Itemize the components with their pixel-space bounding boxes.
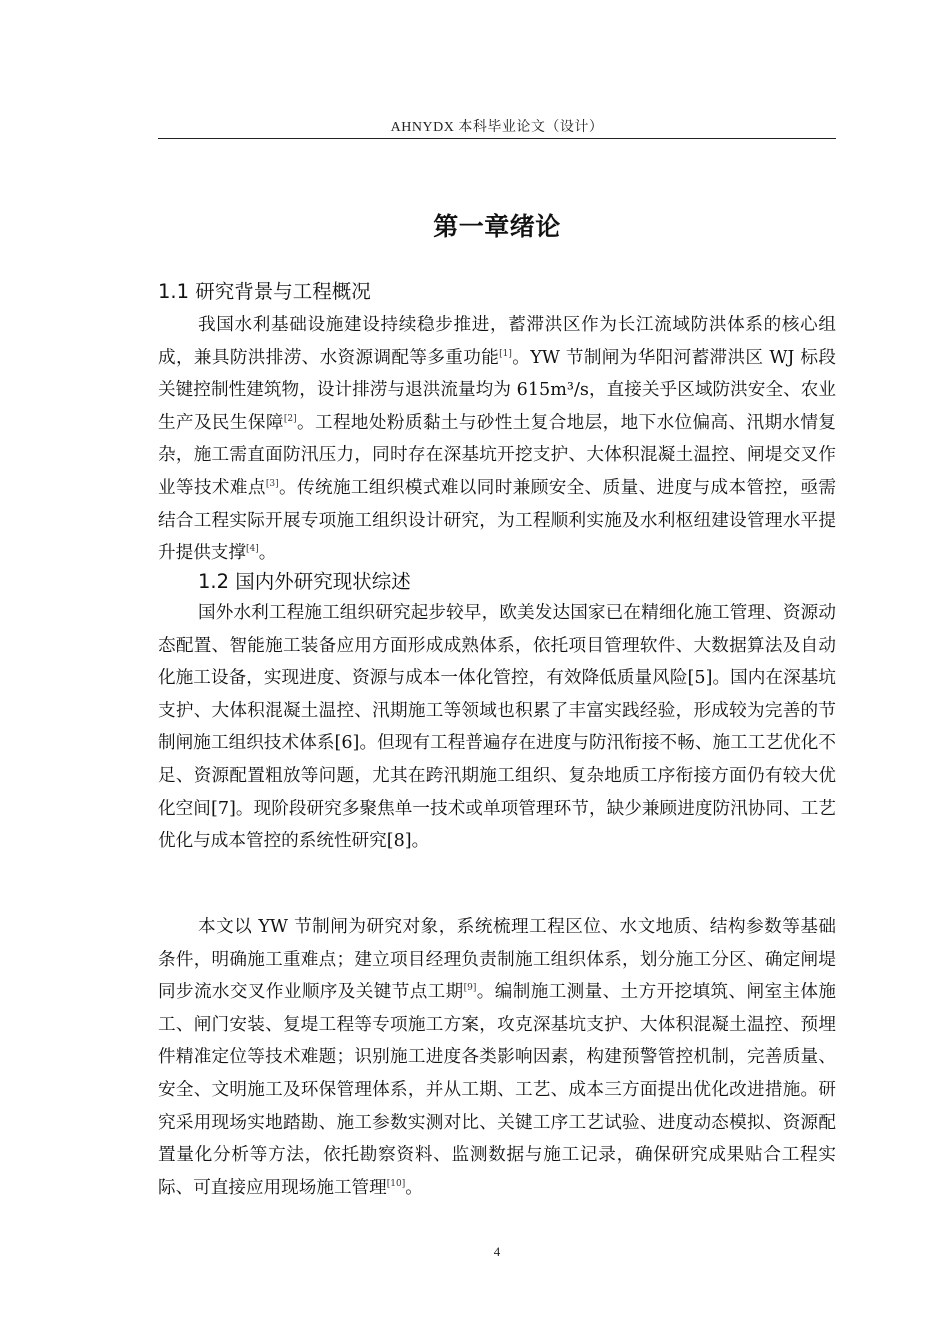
citation: [10] — [386, 1178, 406, 1189]
citation: [2] — [283, 413, 297, 424]
body-paragraph — [158, 911, 836, 1204]
body-paragraph — [158, 309, 836, 570]
citation: [9] — [463, 983, 477, 994]
running-header: AHNYDX 本科毕业论文（设计） — [390, 120, 604, 135]
body-paragraph: 国外水利工程施工组织研究起步较早，欧美发达国家已在精细化施工管理、资源动态配置、智能施工装备应用方面形成成熟体系，依托项目管理软件、大数据算法及自动化施工设备，实现进度、资源与成本一体化管控，有效降低质量风险[5]。国内在深基坑支护、大体积混凝土温控、汛期施工等领域也积累了丰富实践经验，形成较为完善的节制闸施工组织技术体系[6]。但现有工程普遍存在进度与防汛衔接不畅、施工工艺优化不足、资源配置粗放等问题，尤其在跨汛期施工组织、复杂地质工序衔接方面仍有较大优化空间[7]。现阶段研究多聚焦单一技术或单项管理环节，缺少兼顾进度防汛协同、工艺优化与成本管控的系统性研究[8]。 — [158, 603, 836, 852]
section-heading-1-2: 1.2 国内外研究现状综述 — [198, 570, 411, 593]
chapter-title: 第一章绪论 — [433, 212, 561, 241]
paragraph-text: 。工程地处粉质黏土与砂性土复合地层，地下水位偏高、汛期水情复杂，施工需直面防汛压力，同时存在深基坑开挖支护、大体积混凝土温控、闸堤交叉作业等技术难点 — [158, 412, 836, 498]
citation: [3] — [265, 478, 279, 489]
paragraph-text: 。编制施工测量、土方开挖填筑、闸室主体施工、闸门安装、复堤工程等专项施工方案，攻克深基坑支护、大体积混凝土温控、预埋件精准定位等技术难题；识别施工进度各类影响因素，构建预警管控机制，完善质量、安全、文明施工及环保管理体系，并从工期、工艺、成本三方面提出优化改进措施。研究采用现场实地踏勘、施工参数实测对比、关键工序工艺试验、进度动态模拟、资源配置量化分析等方法，依托勘察资料、监测数据与施工记录，确保研究成果贴合工程实际、可直接应用现场施工管理 — [158, 982, 836, 1198]
page-number: 4 — [493, 1244, 501, 1259]
header-divider — [158, 138, 836, 139]
paragraph-text: 我国水利基础设施建设持续稳步推进，蓄滞洪区作为长江流域防洪体系的核心组成，兼具防洪排涝、水资源调配等多重功能 — [158, 315, 836, 368]
paragraph-text: 。 — [258, 543, 277, 564]
paragraph-text: 。 — [405, 1177, 423, 1198]
paragraph-text: 本文以 YW 节制闸为研究对象，系统梳理工程区位、水文地质、结构参数等基础条件，明确施工重难点；建立项目经理负责制施工组织体系，划分施工分区、确定闸堤同步流水交叉作业顺序及关键节点工期 — [158, 917, 836, 1003]
citation: [1] — [499, 348, 512, 359]
section-heading-1-1: 1.1 研究背景与工程概况 — [158, 280, 371, 303]
citation: [4] — [245, 544, 259, 555]
paragraph-text: 。YW 节制闸为华阳河蓄滞洪区 WJ 标段关键控制性建筑物，设计排涝与退洪流量均为 615m³/s，直接关乎区域防洪安全、农业生产及民生保障 — [158, 347, 836, 433]
paragraph-text: 。传统施工组织模式难以同时兼顾安全、质量、进度与成本管控，亟需结合工程实际开展专项施工组织设计研究，为工程顺利实施及水利枢纽建设管理水平提升提供支撑 — [158, 477, 836, 564]
